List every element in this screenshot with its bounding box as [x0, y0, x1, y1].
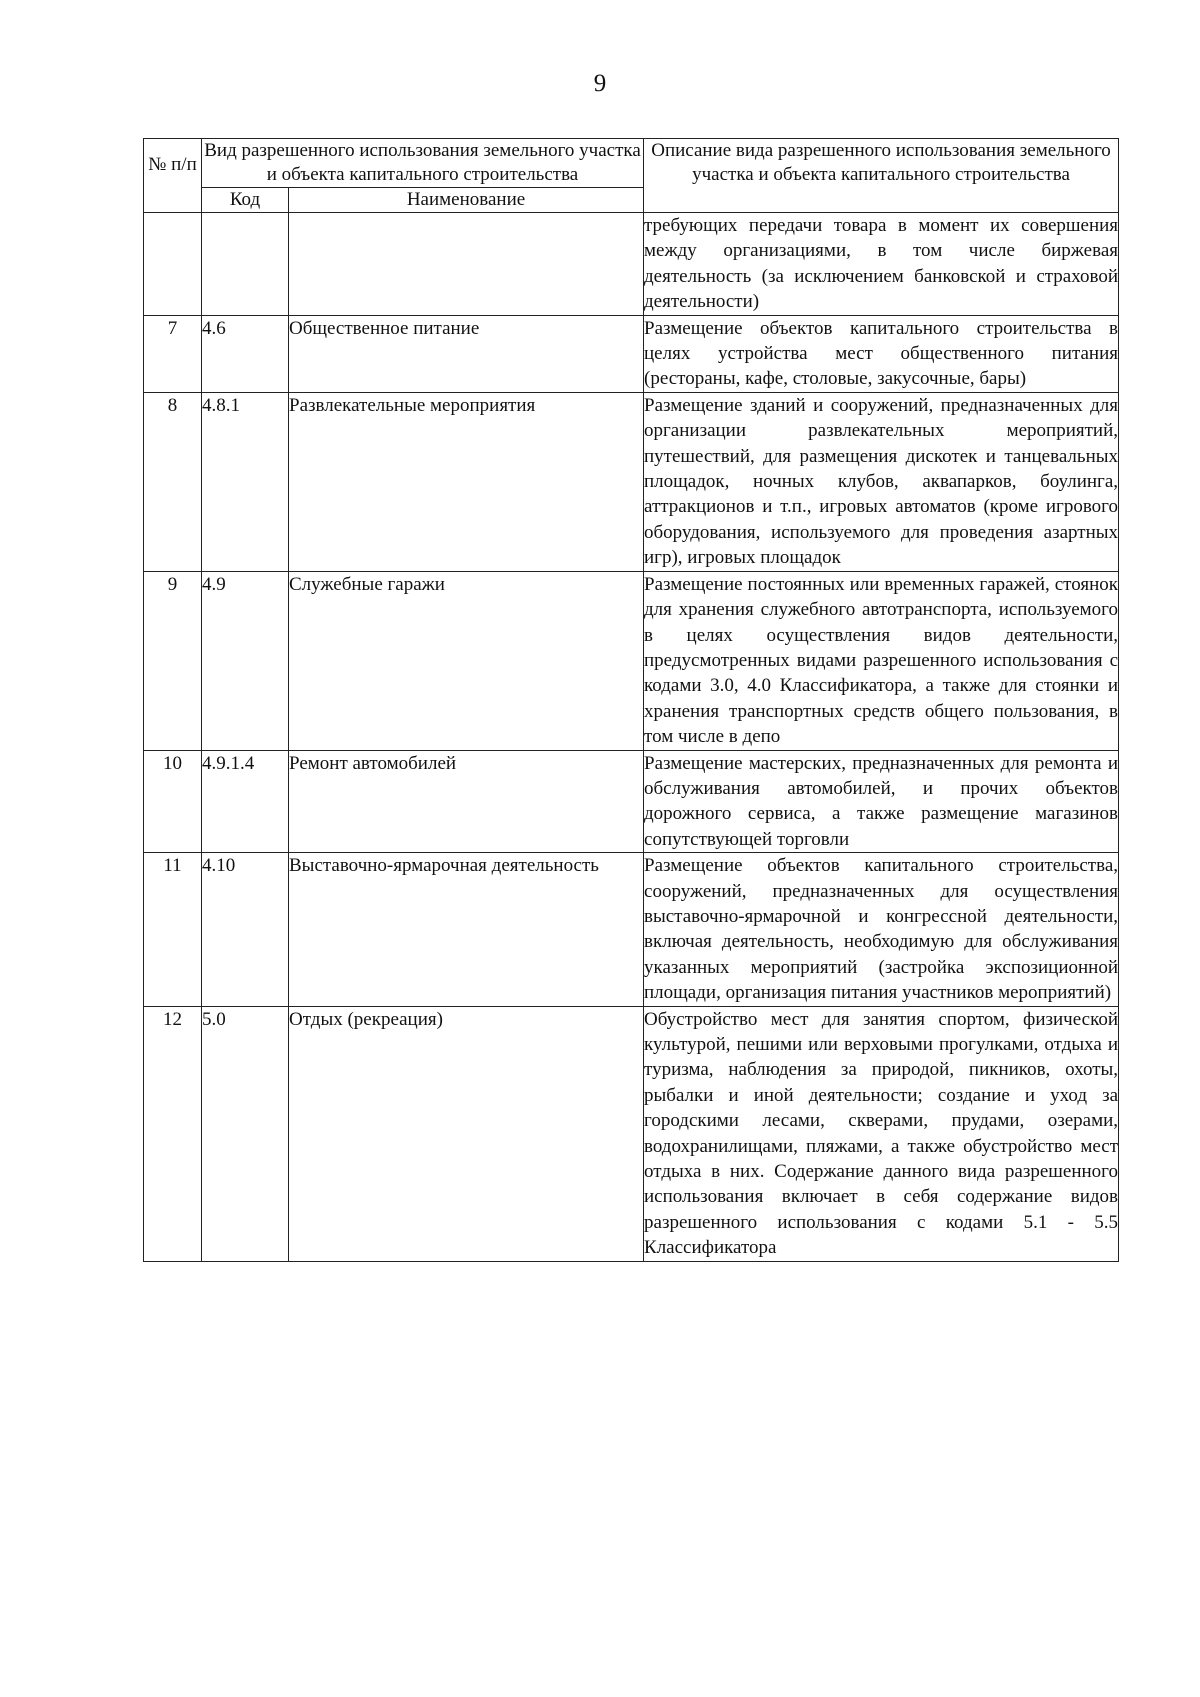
header-vid: Вид разрешенного использования земельного участка и объекта капитального строительства — [202, 139, 644, 188]
header-row — [144, 139, 1119, 188]
table-row — [144, 392, 1119, 571]
table-body — [144, 213, 1119, 1262]
header-num: № п/п — [144, 139, 202, 213]
row-desc: Размещение объектов капитального строительства в целях устройства мест общественного питания (рестораны, кафе, столовые, закусочные, бары) — [644, 315, 1119, 392]
row-num — [144, 213, 202, 316]
row-desc: Размещение объектов капитального строительства, сооружений, предназначенных для осуществления выставочно-ярмарочной и конгрессной деятельности, включая деятельность, необходимую для обслуживания указанных мероприятий (застройка экспозиционной площади, организация питания участников мероприятий) — [644, 853, 1119, 1006]
row-num: 10 — [144, 750, 202, 853]
row-desc: Размещение зданий и сооружений, предназначенных для организации развлекательных мероприятий, путешествий, для размещения дискотек и танцевальных площадок, ночных клубов, аквапарков, боулинга, аттракционов и т.п., игровых автоматов (кроме игрового оборудования, используемого для проведения азартных игр), игровых площадок — [644, 392, 1119, 571]
row-code: 5.0 — [202, 1006, 289, 1261]
table-row — [144, 750, 1119, 853]
table-row — [144, 213, 1119, 316]
row-code: 4.10 — [202, 853, 289, 1006]
table-row — [144, 853, 1119, 1006]
row-name: Выставочно-ярмарочная деятельность — [289, 853, 644, 1006]
row-name: Общественное питание — [289, 315, 644, 392]
row-num: 7 — [144, 315, 202, 392]
row-num: 12 — [144, 1006, 202, 1261]
table-row — [144, 571, 1119, 750]
page-number: 9 — [593, 70, 607, 97]
row-num: 11 — [144, 853, 202, 1006]
row-name: Отдых (рекреация) — [289, 1006, 644, 1261]
row-name — [289, 213, 644, 316]
row-code: 4.9 — [202, 571, 289, 750]
row-code: 4.8.1 — [202, 392, 289, 571]
row-num: 9 — [144, 571, 202, 750]
row-name: Развлекательные мероприятия — [289, 392, 644, 571]
row-num: 8 — [144, 392, 202, 571]
row-name: Ремонт автомобилей — [289, 750, 644, 853]
row-name: Служебные гаражи — [289, 571, 644, 750]
header-desc: Описание вида разрешенного использования земельного участка и объекта капитального строительства — [644, 139, 1119, 213]
row-desc: Размещение мастерских, предназначенных для ремонта и обслуживания автомобилей, и прочих объектов дорожного сервиса, а также размещение магазинов сопутствующей торговли — [644, 750, 1119, 853]
row-desc: требующих передачи товара в момент их совершения между организациями, в том числе биржевая деятельность (за исключением банковской и страховой деятельности) — [644, 213, 1119, 316]
row-code: 4.9.1.4 — [202, 750, 289, 853]
table-header — [144, 139, 1119, 213]
row-code — [202, 213, 289, 316]
table-row — [144, 315, 1119, 392]
row-code: 4.6 — [202, 315, 289, 392]
table-row — [144, 1006, 1119, 1261]
row-desc: Обустройство мест для занятия спортом, физической культурой, пешими или верховыми прогулками, отдыха и туризма, наблюдения за природой, пикников, охоты, рыбалки и иной деятельности; создание и уход за городскими лесами, скверами, прудами, озерами, водохранилищами, пляжами, а также обустройство мест отдыха в них. Содержание данного вида разрешенного использования включает в себя содержание видов разрешенного использования с кодами 5.1 - 5.5 Классификатора — [644, 1006, 1119, 1261]
row-desc: Размещение постоянных или временных гаражей, стоянок для хранения служебного автотранспорта, используемого в целях осуществления видов деятельности, предусмотренных видами разрешенного использования с кодами 3.0, 4.0 Классификатора, а также для стоянки и хранения транспортных средств общего пользования, в том числе в депо — [644, 571, 1119, 750]
land-use-table — [143, 138, 1119, 1262]
header-name: Наименование — [289, 188, 644, 213]
header-code: Код — [202, 188, 289, 213]
